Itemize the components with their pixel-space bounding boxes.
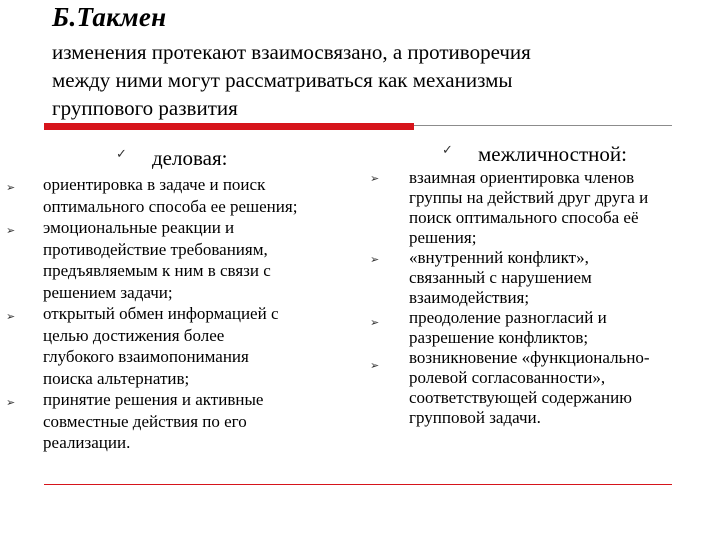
right-text-line: взаимная ориентировка членов xyxy=(409,168,635,187)
slide-subtitle xyxy=(52,38,672,122)
left-text-line: совместные действия по его xyxy=(43,411,247,431)
subtitle-line: изменения протекают взаимосвязано, а противоречия xyxy=(52,40,531,64)
right-text-line: преодоление разногласий и xyxy=(409,308,607,327)
arrow-bullet-icon: ➢ xyxy=(6,181,16,194)
subtitle-line: группового развития xyxy=(52,96,238,120)
check-mark-icon: ✓ xyxy=(442,143,453,158)
right-text-line: разрешение конфликтов; xyxy=(409,328,589,347)
arrow-bullet-icon: ➢ xyxy=(370,253,380,266)
right-column-heading: межличностной: xyxy=(478,142,627,166)
right-text-line: решения; xyxy=(409,228,477,247)
arrow-bullet-icon: ➢ xyxy=(6,310,16,323)
right-text-line: взаимодействия; xyxy=(409,288,530,307)
left-text-line: открытый обмен информацией с xyxy=(43,304,279,323)
arrow-bullet-icon: ➢ xyxy=(370,316,380,329)
title-divider-accent xyxy=(44,123,414,130)
right-text-line: связанный с нарушением xyxy=(409,268,592,287)
bottom-divider xyxy=(44,484,672,485)
arrow-bullet-icon: ➢ xyxy=(6,224,16,237)
right-text-line: «внутренний конфликт», xyxy=(409,248,589,267)
right-text-line: поиск оптимального способа её xyxy=(409,208,639,227)
left-text-line: противодействие требованиям, xyxy=(43,239,268,259)
left-text-line: глубокого взаимопонимания xyxy=(43,347,249,366)
arrow-bullet-icon: ➢ xyxy=(6,396,16,409)
left-text-line: предъявляемым к ним в связи с xyxy=(43,261,271,280)
arrow-bullet-icon: ➢ xyxy=(370,359,380,372)
left-text-line: решением задачи; xyxy=(43,282,173,302)
right-text-line: возникновение «функционально- xyxy=(409,348,650,367)
right-column-text xyxy=(409,168,650,428)
left-text-line: целью достижения более xyxy=(43,325,225,345)
arrow-bullet-icon: ➢ xyxy=(370,172,380,185)
right-text-line: группы на действий друг друга и xyxy=(409,188,649,207)
left-text-line: принятие решения и активные xyxy=(43,390,264,409)
left-text-line: ориентировка в задаче и поиск xyxy=(43,175,266,194)
subtitle-line: между ними могут рассматриваться как механизмы xyxy=(52,68,513,92)
right-text-line: групповой задачи. xyxy=(409,408,541,427)
title-divider-thin xyxy=(414,125,672,126)
left-text-line: поиска альтернатив; xyxy=(43,368,190,388)
check-mark-icon: ✓ xyxy=(116,147,127,162)
slide-title: Б.Такмен xyxy=(52,2,167,32)
left-text-line: эмоциональные реакции и xyxy=(43,218,235,237)
left-text-line: реализации. xyxy=(43,433,131,452)
right-text-line: ролевой согласованности», xyxy=(409,368,606,387)
left-column-heading: деловая: xyxy=(152,146,228,170)
left-column-text xyxy=(43,174,297,454)
left-text-line: оптимального способа ее решения; xyxy=(43,196,298,216)
right-text-line: соответствующей содержанию xyxy=(409,388,632,407)
